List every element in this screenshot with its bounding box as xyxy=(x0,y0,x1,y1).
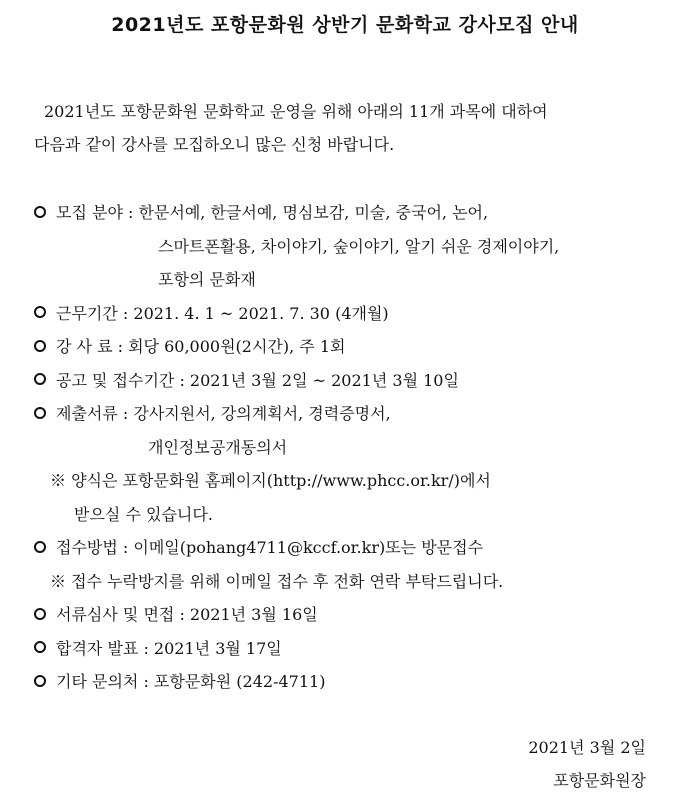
item-result-text: 합격자 발표 : 2021년 3월 17일 xyxy=(56,638,282,658)
circle-bullet-icon xyxy=(34,407,46,419)
circle-bullet-icon xyxy=(34,608,46,620)
circle-bullet-icon xyxy=(34,206,46,218)
circle-bullet-icon xyxy=(34,373,46,385)
item-method xyxy=(34,531,674,565)
form-note-continuation: 받으실 수 있습니다. xyxy=(74,504,213,524)
item-method-text: 접수방법 : 이메일(pohang4711@kccf.or.kr)또는 방문접수 xyxy=(56,538,484,557)
item-review xyxy=(34,598,674,632)
item-review-text: 서류심사 및 면접 : 2021년 3월 16일 xyxy=(56,605,318,624)
item-documents-text: 제출서류 : 강사지원서, 강의계획서, 경력증명서, xyxy=(56,404,391,423)
item-period-text: 근무기간 : 2021. 4. 1 ~ 2021. 7. 30 (4개월) xyxy=(56,303,389,323)
item-notice-period xyxy=(34,364,674,398)
circle-bullet-icon xyxy=(34,306,46,318)
item-contact xyxy=(34,665,674,699)
item-documents-continuation: 개인정보공개동의서 xyxy=(148,437,288,457)
method-note: ※ 접수 누락방지를 위해 이메일 접수 후 전화 연락 부탁드립니다. xyxy=(50,571,504,591)
recruitment-details xyxy=(34,196,674,699)
circle-bullet-icon xyxy=(34,340,46,352)
intro-paragraph xyxy=(34,95,674,161)
item-fee-text: 강 사 료 : 회당 60,000원(2시간), 주 1회 xyxy=(56,337,346,356)
circle-bullet-icon xyxy=(34,541,46,553)
item-documents xyxy=(34,397,674,431)
intro-line-1: 2021년도 포항문화원 문화학교 운영을 위해 아래의 11개 과목에 대하여 xyxy=(44,102,548,121)
item-field-text: 모집 분야 : 한문서예, 한글서예, 명심보감, 미술, 중국어, 논어, xyxy=(56,203,489,222)
circle-bullet-icon xyxy=(34,675,46,687)
issue-date: 2021년 3월 2일 xyxy=(528,738,646,757)
issuer-signature: 포항문화원장 xyxy=(553,771,646,790)
item-result xyxy=(34,632,674,666)
form-note: ※ 양식은 포항문화원 홈페이지(http://www.phcc.or.kr/)에서 xyxy=(50,471,491,490)
circle-bullet-icon xyxy=(34,641,46,653)
document-title: 2021년도 포항문화원 상반기 문화학교 강사모집 안내 xyxy=(111,14,579,36)
item-notice-text: 공고 및 접수기간 : 2021년 3월 2일 ~ 2021년 3월 10일 xyxy=(56,370,459,390)
item-period xyxy=(34,297,674,331)
item-contact-text: 기타 문의처 : 포항문화원 (242-4711) xyxy=(56,672,326,691)
item-field-continuation-2: 포항의 문화재 xyxy=(158,270,256,289)
intro-line-2: 다음과 같이 강사를 모집하오니 많은 신청 바랍니다. xyxy=(34,135,395,154)
item-field-continuation-1: 스마트폰활용, 차이야기, 숲이야기, 알기 쉬운 경제이야기, xyxy=(158,236,560,256)
item-fee xyxy=(34,330,674,364)
item-field xyxy=(34,196,674,230)
